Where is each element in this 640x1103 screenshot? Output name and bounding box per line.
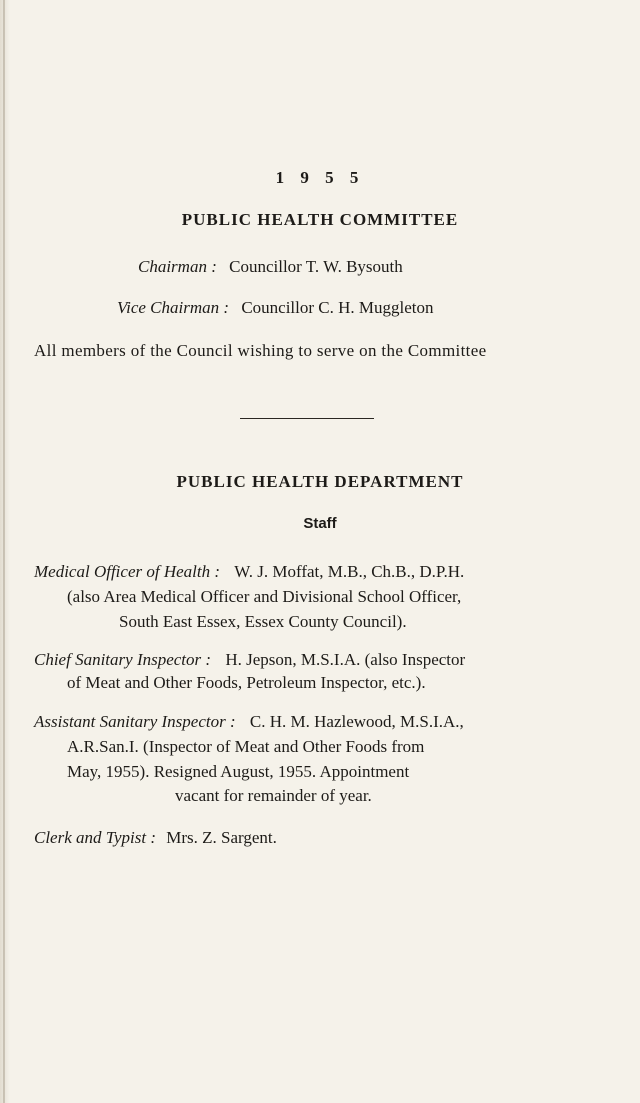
committee-title: PUBLIC HEALTH COMMITTEE [181, 210, 459, 229]
chairman-name: Councillor T. W. Bysouth [229, 257, 403, 276]
staff-entry-medical-officer [34, 562, 464, 582]
staff-heading: Staff [303, 515, 337, 532]
staff-detail: South East Essex, Essex County Council). [119, 612, 407, 631]
department-title: PUBLIC HEALTH DEPARTMENT [176, 472, 464, 491]
staff-entry-clerk-typist [34, 828, 277, 848]
staff-detail: (also Area Medical Officer and Divisional School Officer, [67, 587, 462, 606]
vice-chairman-name: Councillor C. H. Muggleton [241, 298, 434, 317]
staff-detail: W. J. Moffat, M.B., Ch.B., D.P.H. [234, 562, 465, 581]
staff-detail: Mrs. Z. Sargent. [166, 828, 277, 847]
staff-role: Chief Sanitary Inspector : [34, 650, 212, 669]
section-divider [240, 418, 374, 419]
staff-detail: A.R.San.I. (Inspector of Meat and Other Foods from [67, 737, 425, 756]
staff-entry-chief-sanitary-inspector [34, 650, 465, 670]
staff-detail: C. H. M. Hazlewood, M.S.I.A., [249, 712, 464, 731]
chairman-role: Chairman : [138, 257, 217, 276]
staff-detail: May, 1955). Resigned August, 1955. Appointment [67, 762, 410, 781]
staff-detail: H. Jepson, M.S.I.A. (also Inspector [225, 650, 466, 669]
staff-role: Assistant Sanitary Inspector : [34, 712, 236, 731]
report-year: 1 9 5 5 [275, 168, 365, 187]
staff-entry-assistant-sanitary-inspector [34, 712, 464, 732]
staff-role: Medical Officer of Health : [34, 562, 221, 581]
staff-detail: of Meat and Other Foods, Petroleum Inspector, etc.). [67, 673, 426, 692]
page-binding-edge [3, 0, 5, 1103]
staff-detail: vacant for remainder of year. [175, 786, 372, 805]
vice-chairman-line [117, 298, 434, 318]
chairman-line [138, 257, 403, 277]
members-note: All members of the Council wishing to serve on the Committee [34, 341, 487, 360]
staff-role: Clerk and Typist : [34, 828, 156, 847]
vice-chairman-role: Vice Chairman : [117, 298, 230, 317]
